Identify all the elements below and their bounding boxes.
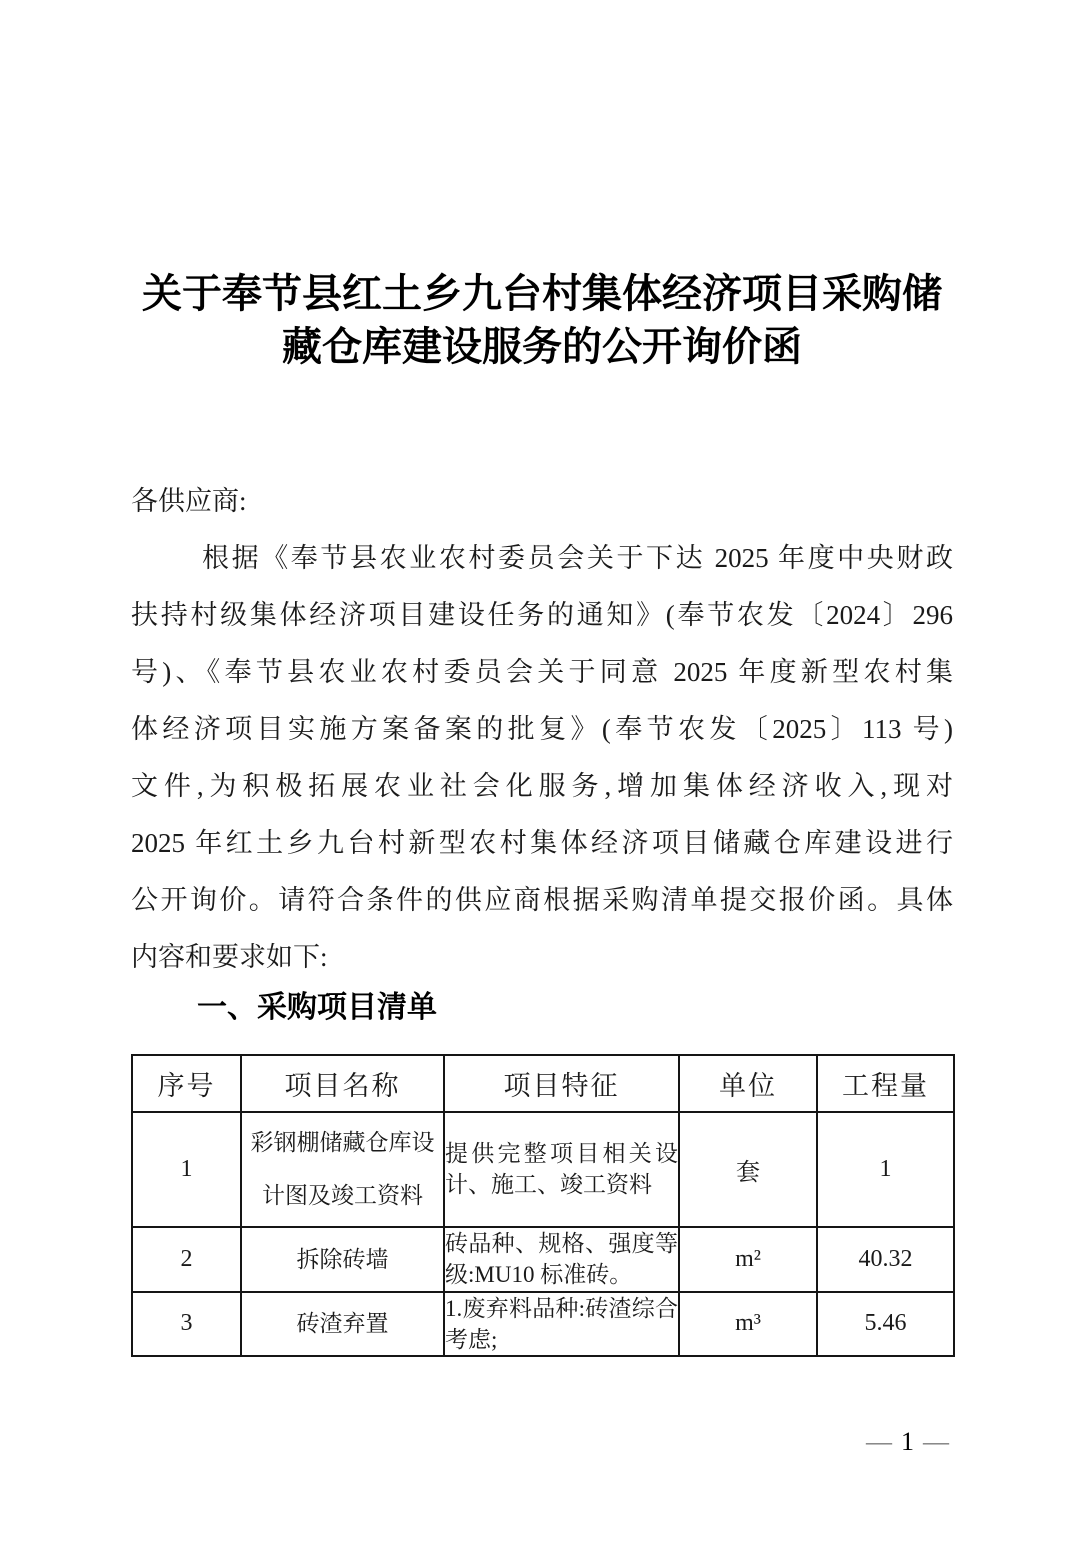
cell-feature-line: 级:MU10 标准砖。 [445, 1262, 633, 1288]
page-footer [131, 1427, 953, 1457]
cell-quantity: 40.32 [817, 1227, 954, 1292]
cell-seq: 3 [132, 1292, 241, 1356]
paragraph-line: 体经济项目实施方案备案的批复》(奉节农发〔2025〕113 号) [131, 713, 953, 744]
cell-feature-line: 砖品种、规格、强度等 [445, 1231, 678, 1257]
title-line-2: 藏仓库建设服务的公开询价函 [282, 323, 802, 369]
cell-feature-line: 1.废弃料品种:砖渣综合 [445, 1295, 678, 1321]
cell-unit: m² [679, 1227, 817, 1292]
cell-seq: 1 [132, 1112, 241, 1227]
column-header-name: 项目名称 [241, 1055, 444, 1112]
section-heading-procurement-list: 一、采购项目清单 [197, 990, 437, 1024]
cell-unit: m³ [679, 1292, 817, 1356]
cell-name [241, 1227, 444, 1292]
paragraph-line: 扶持村级集体经济项目建设任务的通知》(奉节农发〔2024〕296 [131, 599, 953, 630]
paragraph-line: 号)、《奉节县农业农村委员会关于同意 2025 年度新型农村集 [131, 656, 953, 687]
document-title [131, 27, 953, 373]
cell-feature [444, 1292, 679, 1356]
cell-quantity: 1 [817, 1112, 954, 1227]
table-row [132, 1227, 954, 1292]
cell-name-line: 拆除砖墙 [296, 1246, 389, 1272]
cell-seq: 2 [132, 1227, 241, 1292]
table-row [132, 1292, 954, 1356]
column-header-unit: 单位 [679, 1055, 817, 1112]
cell-name [241, 1112, 444, 1227]
cell-name-line: 计图及竣工资料 [262, 1183, 423, 1209]
body-paragraph [131, 530, 953, 986]
paragraph-line: 公开询价。请符合条件的供应商根据采购清单提交报价函。具体 [131, 884, 953, 915]
procurement-table [131, 1054, 955, 1357]
cell-feature-line: 考虑; [445, 1326, 498, 1352]
salutation: 各供应商: [131, 485, 247, 516]
table-header-row [132, 1055, 954, 1112]
column-header-quantity: 工程量 [817, 1055, 954, 1112]
cell-feature-line: 提供完整项目相关设 [445, 1141, 678, 1167]
cell-name [241, 1292, 444, 1356]
column-header-seq: 序号 [132, 1055, 241, 1112]
paragraph-line: 文件,为积极拓展农业社会化服务,增加集体经济收入,现对 [131, 770, 953, 801]
cell-feature [444, 1112, 679, 1227]
cell-quantity: 5.46 [817, 1292, 954, 1356]
footer-dash-right: — [923, 1426, 949, 1456]
cell-feature-line: 计、施工、竣工资料 [445, 1172, 652, 1198]
cell-name-line: 砖渣弃置 [296, 1311, 389, 1337]
cell-feature [444, 1227, 679, 1292]
table-row [132, 1112, 954, 1227]
title-line-1: 关于奉节县红土乡九台村集体经济项目采购储 [142, 270, 942, 316]
document-page [0, 27, 1074, 1547]
cell-name-line: 彩钢棚储藏仓库设 [250, 1130, 435, 1156]
column-header-feature: 项目特征 [444, 1055, 679, 1112]
paragraph-line: 2025 年红土乡九台村新型农村集体经济项目储藏仓库建设进行 [131, 827, 953, 858]
paragraph-line: 内容和要求如下: [131, 941, 328, 972]
cell-unit: 套 [679, 1112, 817, 1227]
page-number: 1 [901, 1426, 914, 1456]
paragraph-line: 根据《奉节县农业农村委员会关于下达 2025 年度中央财政 [202, 542, 953, 573]
footer-dash-left: — [866, 1426, 892, 1456]
